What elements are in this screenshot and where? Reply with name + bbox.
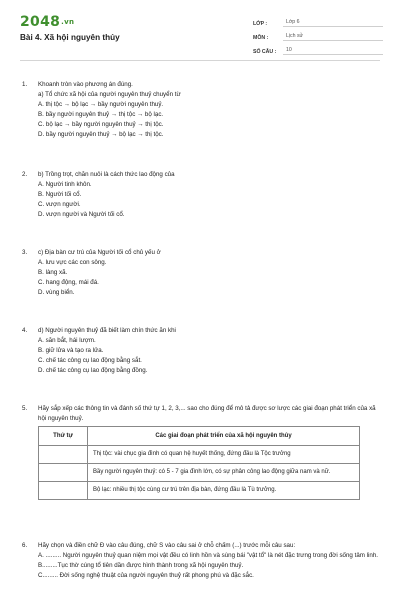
option-c: C. bộ lạc → bầy người nguyên thuỷ → thị tộc. bbox=[38, 121, 164, 128]
option-d: D. vượn người và Người tối cổ. bbox=[38, 211, 125, 218]
meta-grade-label: LỚP : bbox=[253, 21, 268, 27]
question-2 bbox=[22, 170, 382, 220]
meta-subject-label: MÔN : bbox=[253, 35, 269, 41]
statement-b: B.........Tục thờ cúng tổ tiên dần được hình thành trong xã hội nguyên thuỷ. bbox=[38, 562, 244, 569]
option-b: B. Người tối cổ. bbox=[38, 191, 82, 198]
option-b: B. bầy người nguyên thuỷ → thị tộc → bộ lạc. bbox=[38, 111, 164, 118]
statement-a: A. ......... Người nguyên thuỷ quan niệm mọi vật đều có linh hồn và sùng bái "vật tổ" là nét đặc trưng trong đời sống tâm linh. bbox=[38, 552, 378, 559]
meta-count-value: 10 bbox=[283, 46, 383, 55]
lesson-title: Bài 4. Xã hội nguyên thủy bbox=[20, 33, 120, 42]
option-a: A. thị tộc → bộ lạc → bầy người nguyên thuỷ. bbox=[38, 101, 164, 108]
question-text: Hãy sắp xếp các thông tin và đánh số thứ tự 1, 2, 3,... sao cho đúng để mô tả được sơ lược các giai đoạn phát triển của xã hội nguyên thuỷ. bbox=[38, 405, 376, 422]
site-logo bbox=[20, 14, 74, 30]
option-a: A. săn bắt, hái lượm. bbox=[38, 337, 96, 344]
question-1 bbox=[22, 80, 382, 140]
question-instruction: Khoanh tròn vào phương án đúng. bbox=[38, 81, 133, 88]
table-row bbox=[39, 464, 360, 482]
question-number: 3. bbox=[22, 249, 28, 256]
question-text: Hãy chọn và điền chữ Đ vào câu đúng, chữ S vào câu sai ở chỗ chấm (...) trước mỗi câu sau: bbox=[38, 542, 296, 549]
logo-suffix: .vn bbox=[61, 18, 75, 26]
option-b: B. làng xã. bbox=[38, 269, 68, 276]
statement-c: C......... Đời sống nghệ thuật của người nguyên thuỷ rất phong phú và đặc sắc. bbox=[38, 572, 254, 579]
question-number: 1. bbox=[22, 81, 28, 88]
option-b: B. giữ lửa và tạo ra lửa. bbox=[38, 347, 104, 354]
option-c: C. vượn người. bbox=[38, 201, 81, 208]
meta-grade-value: Lớp 6 bbox=[283, 18, 383, 27]
question-5 bbox=[22, 404, 382, 500]
order-cell[interactable] bbox=[39, 464, 88, 482]
meta-count-label: SỐ CÂU : bbox=[253, 49, 277, 55]
question-6 bbox=[22, 541, 382, 581]
meta-grade-row bbox=[253, 14, 383, 28]
header-divider bbox=[20, 60, 380, 61]
question-number: 6. bbox=[22, 542, 28, 549]
question-text: c) Địa bàn cư trú của Người tối cổ chủ yếu ở bbox=[38, 249, 161, 256]
worksheet-meta bbox=[253, 14, 383, 56]
stage-cell: Thị tộc: vài chục gia đình có quan hệ huyết thống, đứng đầu là Tộc trưởng bbox=[88, 446, 360, 464]
logo-text: 2048 bbox=[20, 14, 61, 30]
meta-count-row bbox=[253, 42, 383, 56]
table-row bbox=[39, 446, 360, 464]
question-text: b) Trồng trọt, chăn nuôi là cách thức lao động của bbox=[38, 171, 175, 178]
meta-subject-row bbox=[253, 28, 383, 42]
option-d: D. vùng biển. bbox=[38, 289, 75, 296]
option-a: A. lưu vực các con sông. bbox=[38, 259, 107, 266]
question-text: a) Tổ chức xã hội của người nguyên thuỷ chuyển từ bbox=[38, 91, 181, 98]
option-d: D. bầy người nguyên thuỷ → bộ lạc → thị tộc. bbox=[38, 131, 164, 138]
question-number: 5. bbox=[22, 405, 28, 412]
order-cell[interactable] bbox=[39, 446, 88, 464]
question-3 bbox=[22, 248, 382, 298]
table-row bbox=[39, 482, 360, 500]
question-number: 2. bbox=[22, 171, 28, 178]
option-d: D. chế tác công cụ lao động bằng đồng. bbox=[38, 367, 148, 374]
option-c: C. hang động, mái đá. bbox=[38, 279, 99, 286]
question-text: d) Người nguyên thuỷ đã biết làm chín thức ăn khi bbox=[38, 327, 176, 334]
question-4 bbox=[22, 326, 382, 376]
question-number: 4. bbox=[22, 327, 28, 334]
stage-cell: Bầy người nguyên thuỷ: có 5 - 7 gia đình lớn, có sự phân công lao động giữa nam và nữ. bbox=[88, 464, 360, 482]
table-header-order: Thứ tự bbox=[39, 427, 88, 446]
ordering-table bbox=[38, 426, 360, 500]
table-header-row bbox=[39, 427, 360, 446]
order-cell[interactable] bbox=[39, 482, 88, 500]
table-header-stage: Các giai đoạn phát triển của xã hội nguyên thủy bbox=[88, 427, 360, 446]
option-a: A. Người tinh khôn. bbox=[38, 181, 92, 188]
option-c: C. chế tác công cụ lao động bằng sắt. bbox=[38, 357, 142, 364]
stage-cell: Bộ lạc: nhiều thị tộc cùng cư trú trên địa bàn, đứng đầu là Tù trưởng. bbox=[88, 482, 360, 500]
meta-subject-value: Lịch sử bbox=[283, 32, 383, 41]
